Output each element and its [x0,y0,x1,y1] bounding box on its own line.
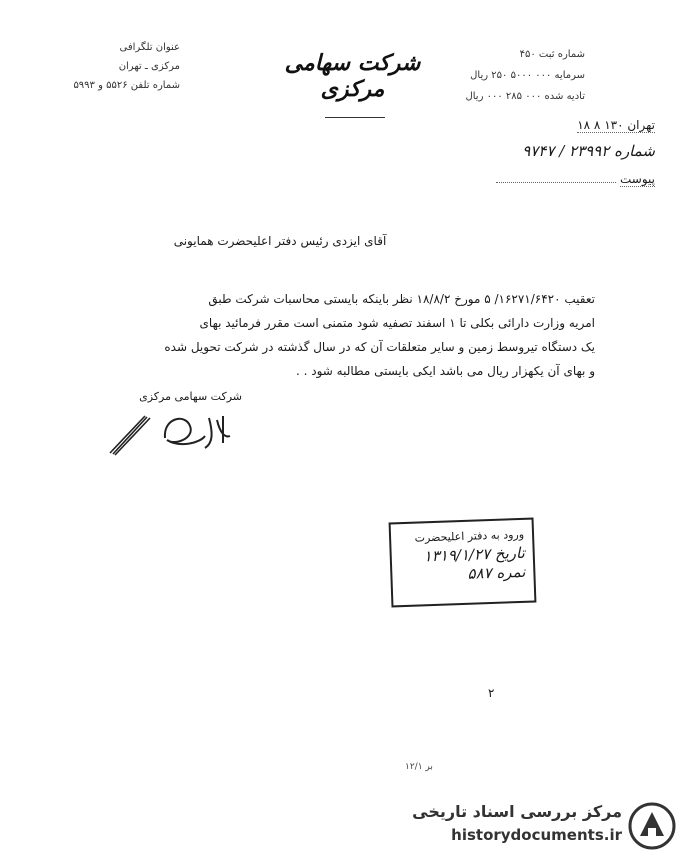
handwritten-signature [105,408,235,458]
letterhead-contact [50,38,180,95]
receipt-stamp [389,517,537,607]
body-line: تعقیب ۱۶۲۷۱/۶۴۲۰/ ۵ مورخ ۱۸/۸/۲ نظر باینکه بایستی محاسبات شرکت طبق [208,292,595,306]
registration-number: شماره ثبت ۴۵۰ [519,49,585,60]
body-line: امریه وزارت دارائی بکلی تا ۱ اسفند تصفیه شود متمنی است مقرر فرمائید بهای [199,316,595,330]
capital-amount: سرمایه ۰۰۰ ۵۰۰۰ ۲۵۰ ریال [470,70,585,81]
logo-divider [325,117,385,118]
page-mark: ۲ [488,686,495,700]
telegraph-address-label: عنوان تلگرافی [119,42,180,53]
body-line: و بهای آن یکهزار ریال می باشد ایکی بایستی مطالبه شود . . [295,364,595,378]
company-logo: شرکت سهامی مرکزی [284,50,421,102]
archive-logo-icon [628,802,676,850]
stamp-office: ورود به دفتر اعلیحضرت [414,527,525,545]
body-line: یک دستگاه تیروسط زمین و سایر متعلقات آن که در سال گذشته در شرکت تحویل شده [164,340,595,354]
archive-watermark [390,800,680,852]
telegraph-address-value: مرکزی ـ تهران [118,61,180,72]
attachment-line: پیوست [425,172,655,186]
watermark-title: مرکز بررسی اسناد تاریخی [412,802,622,821]
date-line: تهران ۱۳۰ ۸ ۱۸ [577,118,655,132]
letterhead-registration [385,44,585,107]
addressee: آقای ایزدی رئیس دفتر اعلیحضرت همایونی [173,234,387,248]
watermark-url: historydocuments.ir [451,826,622,844]
paid-capital: تادیه شده ۰۰۰ ۲۸۵ ۰۰۰ ریال [465,91,585,102]
signatory-name: شرکت سهامی مرکزی [139,390,242,403]
footer-note: بر ۱۲/۱ [405,762,433,772]
letter-body [105,287,595,383]
stamp-number: نمره ۵۸۷ [467,562,526,583]
phone-numbers: شماره تلفن ۵۵۲۶ و ۵۹۹۳ [73,80,180,91]
letter-number: شماره ۲۳۹۹۲ / ۹۷۴۷ [522,142,655,160]
stamp-date: تاریخ ۱۳۱۹/۱/۲۷ [423,543,526,566]
